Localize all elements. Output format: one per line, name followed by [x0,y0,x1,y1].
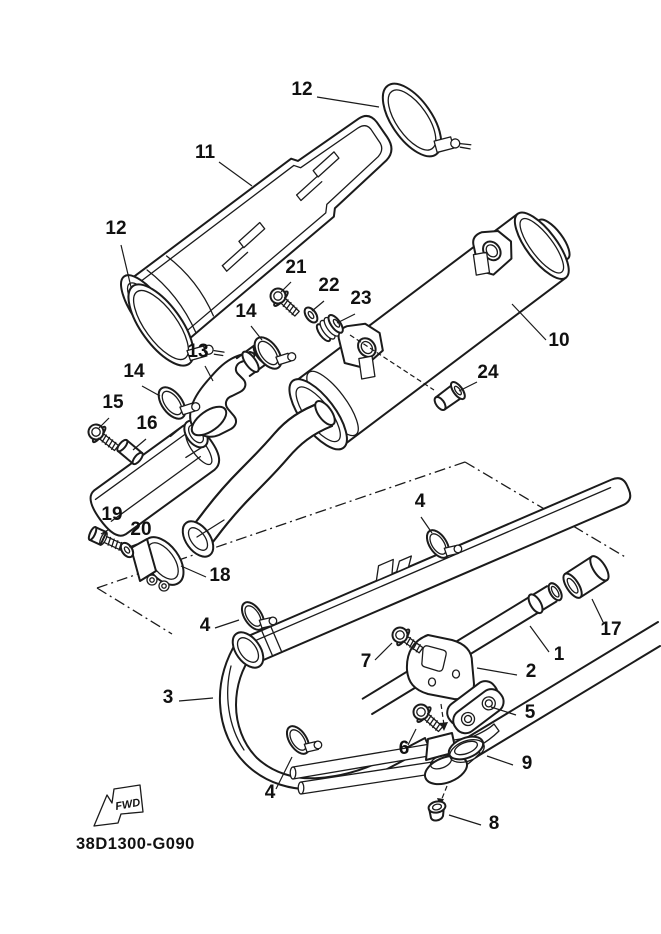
part-callout-12: 12 [291,79,313,100]
washer-22-drawing [302,305,320,325]
part-callout-4: 4 [264,782,276,803]
clamp-4-bottom-drawing [282,717,323,760]
tailpipe-shield-drawing [237,463,633,664]
leader-line-2 [477,668,517,675]
part-callout-11: 11 [194,142,216,163]
bolt-21-drawing [266,284,303,321]
plug-8-drawing [428,786,447,820]
leader-line-14 [142,386,160,396]
part-callout-21: 21 [285,257,307,278]
part-callout-17: 17 [600,619,622,640]
leader-line-8 [449,815,481,825]
part-callout-4: 4 [199,615,211,636]
leader-line-22 [312,301,324,311]
part-callout-19: 19 [101,504,123,525]
part-callout-1: 1 [553,644,565,665]
fwd-arrow [94,785,143,826]
part-callout-6: 6 [398,738,410,759]
part-callout-10: 10 [548,330,570,351]
leader-line-11 [219,162,252,186]
part-callout-3: 3 [162,687,174,708]
part-callout-24: 24 [477,362,499,383]
part-callout-4: 4 [414,491,426,512]
part-callout-18: 18 [209,565,231,586]
part-callout-14: 14 [123,361,145,382]
part-callout-8: 8 [488,813,500,834]
leader-line-23 [337,314,355,323]
bracket-2-drawing [407,635,474,699]
leader-line-9 [487,756,513,765]
leader-line-7 [375,643,392,660]
collar-16-drawing [116,438,145,465]
leader-line-3 [179,698,213,701]
leader-line-12 [317,97,379,107]
part-callout-7: 7 [360,651,372,672]
leader-line-18 [181,566,206,577]
part-callout-13: 13 [187,341,209,362]
diagram-code: 38D1300-G090 [76,835,195,853]
part-callout-14: 14 [235,301,257,322]
leader-line-4 [215,620,239,628]
part-callout-20: 20 [130,519,152,540]
fwd-arrow-label: FWD [114,796,142,813]
part-callout-2: 2 [525,661,537,682]
part-callout-15: 15 [102,392,124,413]
part-callout-5: 5 [524,702,536,723]
leader-line-1 [530,626,549,652]
part-callout-16: 16 [136,413,158,434]
part-callout-9: 9 [521,753,533,774]
leader-line-16 [133,439,146,450]
part-callout-22: 22 [318,275,340,296]
part-callout-23: 23 [350,288,372,309]
leader-line-10 [512,304,546,340]
leader-line-4 [421,517,432,533]
collar-17-drawing [560,553,612,600]
bushing-24-drawing [431,380,467,414]
part-callout-12: 12 [105,218,127,239]
